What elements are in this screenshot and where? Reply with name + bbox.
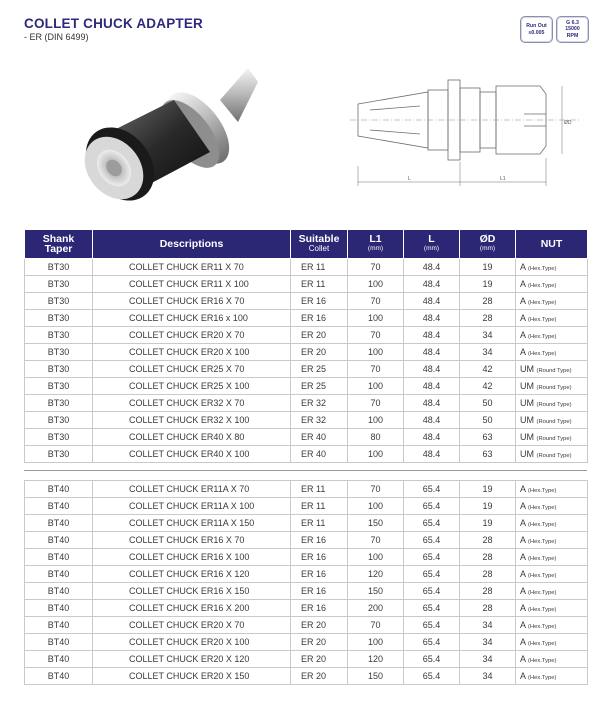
nut-type: (Hex.Type) <box>528 624 557 630</box>
shank-cell: BT30 <box>25 395 93 412</box>
diameter-cell: 42 <box>460 378 516 395</box>
balance-grade: G 6.3 <box>566 20 579 27</box>
l1-cell: 100 <box>348 310 404 327</box>
header-suitable-collet: Suitable Collet <box>291 230 348 259</box>
nut-cell <box>516 361 588 378</box>
runout-badge <box>520 16 553 43</box>
description-cell: COLLET CHUCK ER25 X 70 <box>93 361 291 378</box>
nut-type: (Hex.Type) <box>528 675 557 681</box>
l-cell: 65.4 <box>404 651 460 668</box>
nut-type: (Round Type) <box>536 436 572 442</box>
table-row <box>25 344 588 361</box>
table-row <box>25 532 588 549</box>
nut-cell <box>516 327 588 344</box>
diameter-cell: 28 <box>460 583 516 600</box>
diameter-cell: 34 <box>460 344 516 361</box>
description-cell: COLLET CHUCK ER20 X 70 <box>93 327 291 344</box>
shank-cell: BT30 <box>25 344 93 361</box>
table-row <box>25 498 588 515</box>
l-cell: 65.4 <box>404 532 460 549</box>
nut-cell <box>516 429 588 446</box>
l1-cell: 100 <box>348 634 404 651</box>
collet-cell: ER 25 <box>291 378 348 395</box>
l1-cell: 70 <box>348 532 404 549</box>
l-cell: 65.4 <box>404 600 460 617</box>
nut-type: (Hex.Type) <box>528 488 557 494</box>
nut-code: A <box>520 347 526 357</box>
nut-cell <box>516 293 588 310</box>
table-row <box>25 327 588 344</box>
collet-cell: ER 40 <box>291 446 348 463</box>
collet-cell: ER 11 <box>291 276 348 293</box>
table-row <box>25 583 588 600</box>
description-cell: COLLET CHUCK ER40 X 80 <box>93 429 291 446</box>
balance-rpm-value: 15000 <box>565 26 580 33</box>
description-cell: COLLET CHUCK ER16 X 100 <box>93 549 291 566</box>
description-cell: COLLET CHUCK ER40 X 100 <box>93 446 291 463</box>
nut-cell <box>516 515 588 532</box>
collet-cell: ER 16 <box>291 566 348 583</box>
shank-cell: BT40 <box>25 617 93 634</box>
collet-cell: ER 20 <box>291 651 348 668</box>
nut-cell <box>516 310 588 327</box>
l1-cell: 70 <box>348 259 404 276</box>
collet-cell: ER 20 <box>291 668 348 685</box>
shank-cell: BT30 <box>25 310 93 327</box>
l-cell: 48.4 <box>404 310 460 327</box>
nut-type: (Hex.Type) <box>528 573 557 579</box>
l1-cell: 100 <box>348 446 404 463</box>
l1-cell: 80 <box>348 429 404 446</box>
description-cell: COLLET CHUCK ER11A X 100 <box>93 498 291 515</box>
shank-cell: BT30 <box>25 378 93 395</box>
l-cell: 65.4 <box>404 668 460 685</box>
shank-cell: BT40 <box>25 498 93 515</box>
table-row <box>25 566 588 583</box>
diameter-cell: 19 <box>460 276 516 293</box>
diameter-cell: 19 <box>460 498 516 515</box>
nut-type: (Hex.Type) <box>528 607 557 613</box>
diameter-cell: 34 <box>460 634 516 651</box>
l1-cell: 70 <box>348 481 404 498</box>
diameter-cell: 63 <box>460 446 516 463</box>
description-cell: COLLET CHUCK ER11A X 150 <box>93 515 291 532</box>
nut-cell <box>516 549 588 566</box>
balance-badge <box>556 16 589 43</box>
nut-code: UM <box>520 449 534 459</box>
description-cell: COLLET CHUCK ER11 X 70 <box>93 259 291 276</box>
l-cell: 65.4 <box>404 566 460 583</box>
page-title: COLLET CHUCK ADAPTER <box>24 16 203 31</box>
l-cell: 48.4 <box>404 293 460 310</box>
shank-cell: BT40 <box>25 549 93 566</box>
nut-cell <box>516 446 588 463</box>
l1-cell: 70 <box>348 293 404 310</box>
nut-type: (Hex.Type) <box>528 283 557 289</box>
nut-cell <box>516 378 588 395</box>
table-row <box>25 668 588 685</box>
section-divider <box>24 470 587 471</box>
nut-cell <box>516 532 588 549</box>
table-row <box>25 651 588 668</box>
diameter-cell: 19 <box>460 515 516 532</box>
description-cell: COLLET CHUCK ER20 X 70 <box>93 617 291 634</box>
l1-cell: 100 <box>348 378 404 395</box>
shank-cell: BT40 <box>25 668 93 685</box>
l-cell: 65.4 <box>404 481 460 498</box>
l1-cell: 100 <box>348 276 404 293</box>
balance-rpm-unit: RPM <box>566 32 579 39</box>
l-cell: 65.4 <box>404 617 460 634</box>
nut-cell <box>516 412 588 429</box>
description-cell: COLLET CHUCK ER16 X 70 <box>93 532 291 549</box>
diameter-cell: 63 <box>460 429 516 446</box>
nut-cell <box>516 668 588 685</box>
nut-type: (Round Type) <box>536 453 572 459</box>
l-cell: 65.4 <box>404 549 460 566</box>
diameter-cell: 42 <box>460 361 516 378</box>
nut-cell <box>516 583 588 600</box>
nut-type: (Round Type) <box>536 385 572 391</box>
l1-cell: 150 <box>348 583 404 600</box>
shank-cell: BT40 <box>25 651 93 668</box>
table-row <box>25 276 588 293</box>
nut-code: A <box>520 296 526 306</box>
diameter-cell: 50 <box>460 412 516 429</box>
diameter-cell: 34 <box>460 617 516 634</box>
table-row <box>25 446 588 463</box>
diameter-cell: 34 <box>460 651 516 668</box>
diameter-cell: 19 <box>460 259 516 276</box>
collet-cell: ER 16 <box>291 583 348 600</box>
nut-type: (Hex.Type) <box>528 266 557 272</box>
l1-cell: 150 <box>348 515 404 532</box>
l-cell: 48.4 <box>404 276 460 293</box>
nut-cell <box>516 600 588 617</box>
bt30-spec-table <box>24 229 588 463</box>
header-l: L (mm) <box>404 230 460 259</box>
nut-code: A <box>520 313 526 323</box>
nut-type: (Round Type) <box>536 368 572 374</box>
description-cell: COLLET CHUCK ER32 X 70 <box>93 395 291 412</box>
nut-code: A <box>520 484 526 494</box>
l-cell: 65.4 <box>404 583 460 600</box>
nut-code: A <box>520 535 526 545</box>
diameter-cell: 34 <box>460 668 516 685</box>
table-row <box>25 259 588 276</box>
nut-type: (Hex.Type) <box>528 658 557 664</box>
nut-cell <box>516 276 588 293</box>
table-header-row <box>25 230 588 259</box>
nut-type: (Hex.Type) <box>528 351 557 357</box>
dim-l-label: L <box>408 176 411 182</box>
l-cell: 48.4 <box>404 327 460 344</box>
nut-code: A <box>520 586 526 596</box>
description-cell: COLLET CHUCK ER20 X 100 <box>93 634 291 651</box>
diameter-cell: 28 <box>460 549 516 566</box>
nut-code: A <box>520 569 526 579</box>
table-row <box>25 515 588 532</box>
nut-code: A <box>520 637 526 647</box>
nut-code: A <box>520 603 526 613</box>
header-descriptions: Descriptions <box>93 230 291 259</box>
technical-drawing <box>350 70 580 195</box>
collet-cell: ER 11 <box>291 498 348 515</box>
description-cell: COLLET CHUCK ER20 X 120 <box>93 651 291 668</box>
diameter-cell: 50 <box>460 395 516 412</box>
nut-code: A <box>520 552 526 562</box>
collet-cell: ER 25 <box>291 361 348 378</box>
nut-code: UM <box>520 398 534 408</box>
nut-type: (Hex.Type) <box>528 300 557 306</box>
l1-cell: 150 <box>348 668 404 685</box>
nut-code: A <box>520 330 526 340</box>
nut-type: (Hex.Type) <box>528 590 557 596</box>
nut-code: A <box>520 620 526 630</box>
nut-cell <box>516 566 588 583</box>
l1-cell: 70 <box>348 361 404 378</box>
diameter-cell: 19 <box>460 481 516 498</box>
nut-cell <box>516 498 588 515</box>
collet-cell: ER 32 <box>291 395 348 412</box>
description-cell: COLLET CHUCK ER16 x 100 <box>93 310 291 327</box>
collet-cell: ER 16 <box>291 293 348 310</box>
header-l1: L1 (mm) <box>348 230 404 259</box>
collet-cell: ER 20 <box>291 617 348 634</box>
table-row <box>25 293 588 310</box>
shank-cell: BT30 <box>25 446 93 463</box>
shank-cell: BT30 <box>25 293 93 310</box>
collet-cell: ER 11 <box>291 515 348 532</box>
nut-type: (Hex.Type) <box>528 505 557 511</box>
nut-type: (Hex.Type) <box>528 539 557 545</box>
shank-cell: BT30 <box>25 429 93 446</box>
shank-cell: BT40 <box>25 532 93 549</box>
table-row <box>25 395 588 412</box>
table-row <box>25 549 588 566</box>
diameter-cell: 34 <box>460 327 516 344</box>
l-cell: 65.4 <box>404 498 460 515</box>
nut-code: A <box>520 671 526 681</box>
nut-code: A <box>520 262 526 272</box>
l-cell: 48.4 <box>404 446 460 463</box>
l-cell: 65.4 <box>404 634 460 651</box>
l-cell: 48.4 <box>404 429 460 446</box>
collet-chuck-product-image <box>70 60 270 220</box>
description-cell: COLLET CHUCK ER20 X 100 <box>93 344 291 361</box>
shank-cell: BT30 <box>25 412 93 429</box>
description-cell: COLLET CHUCK ER25 X 100 <box>93 378 291 395</box>
nut-code: A <box>520 518 526 528</box>
nut-cell <box>516 617 588 634</box>
description-cell: COLLET CHUCK ER32 X 100 <box>93 412 291 429</box>
shank-cell: BT40 <box>25 600 93 617</box>
collet-cell: ER 16 <box>291 549 348 566</box>
nut-type: (Hex.Type) <box>528 641 557 647</box>
description-cell: COLLET CHUCK ER16 X 120 <box>93 566 291 583</box>
shank-cell: BT30 <box>25 361 93 378</box>
collet-cell: ER 16 <box>291 310 348 327</box>
l1-cell: 120 <box>348 651 404 668</box>
l-cell: 48.4 <box>404 259 460 276</box>
diameter-cell: 28 <box>460 600 516 617</box>
description-cell: COLLET CHUCK ER20 X 150 <box>93 668 291 685</box>
nut-cell <box>516 395 588 412</box>
l-cell: 48.4 <box>404 344 460 361</box>
shank-cell: BT30 <box>25 259 93 276</box>
nut-type: (Hex.Type) <box>528 556 557 562</box>
l1-cell: 70 <box>348 327 404 344</box>
shank-cell: BT40 <box>25 481 93 498</box>
nut-type: (Round Type) <box>536 402 572 408</box>
collet-cell: ER 40 <box>291 429 348 446</box>
table-row <box>25 310 588 327</box>
table-row <box>25 634 588 651</box>
collet-cell: ER 16 <box>291 532 348 549</box>
table-row <box>25 361 588 378</box>
table-row <box>25 617 588 634</box>
l1-cell: 100 <box>348 549 404 566</box>
l-cell: 48.4 <box>404 412 460 429</box>
nut-cell <box>516 651 588 668</box>
nut-code: A <box>520 279 526 289</box>
nut-code: UM <box>520 415 534 425</box>
shank-cell: BT30 <box>25 327 93 344</box>
header-shank-taper: Shank Taper <box>25 230 93 259</box>
description-cell: COLLET CHUCK ER16 X 200 <box>93 600 291 617</box>
diameter-cell: 28 <box>460 566 516 583</box>
nut-code: A <box>520 654 526 664</box>
l1-cell: 70 <box>348 617 404 634</box>
nut-cell <box>516 634 588 651</box>
nut-cell <box>516 344 588 361</box>
dim-l1-label: L1 <box>500 176 506 182</box>
collet-cell: ER 20 <box>291 327 348 344</box>
diameter-cell: 28 <box>460 293 516 310</box>
table-row <box>25 412 588 429</box>
bt40-spec-table <box>24 480 588 685</box>
shank-cell: BT40 <box>25 515 93 532</box>
nut-code: A <box>520 501 526 511</box>
diameter-cell: 28 <box>460 310 516 327</box>
nut-code: UM <box>520 364 534 374</box>
header-nut: NUT <box>516 230 588 259</box>
description-cell: COLLET CHUCK ER11 X 100 <box>93 276 291 293</box>
table-row <box>25 481 588 498</box>
table-row <box>25 600 588 617</box>
nut-cell <box>516 259 588 276</box>
l-cell: 48.4 <box>404 361 460 378</box>
description-cell: COLLET CHUCK ER16 X 150 <box>93 583 291 600</box>
l-cell: 65.4 <box>404 515 460 532</box>
shank-cell: BT40 <box>25 566 93 583</box>
table-row <box>25 378 588 395</box>
l1-cell: 200 <box>348 600 404 617</box>
table-row <box>25 429 588 446</box>
shank-cell: BT30 <box>25 276 93 293</box>
header-diameter: ØD (mm) <box>460 230 516 259</box>
collet-cell: ER 16 <box>291 600 348 617</box>
shank-cell: BT40 <box>25 583 93 600</box>
collet-cell: ER 11 <box>291 259 348 276</box>
l1-cell: 100 <box>348 344 404 361</box>
l-cell: 48.4 <box>404 395 460 412</box>
collet-cell: ER 11 <box>291 481 348 498</box>
l1-cell: 70 <box>348 395 404 412</box>
collet-cell: ER 20 <box>291 634 348 651</box>
l1-cell: 120 <box>348 566 404 583</box>
description-cell: COLLET CHUCK ER16 X 70 <box>93 293 291 310</box>
l-cell: 48.4 <box>404 378 460 395</box>
shank-cell: BT40 <box>25 634 93 651</box>
collet-cell: ER 20 <box>291 344 348 361</box>
description-cell: COLLET CHUCK ER11A X 70 <box>93 481 291 498</box>
nut-code: UM <box>520 432 534 442</box>
l1-cell: 100 <box>348 412 404 429</box>
nut-type: (Hex.Type) <box>528 334 557 340</box>
nut-code: UM <box>520 381 534 391</box>
nut-cell <box>516 481 588 498</box>
page-subtitle: - ER (DIN 6499) <box>24 32 89 42</box>
l1-cell: 100 <box>348 498 404 515</box>
diameter-cell: 28 <box>460 532 516 549</box>
runout-value: ≤0.005 <box>528 29 545 36</box>
nut-type: (Round Type) <box>536 419 572 425</box>
nut-type: (Hex.Type) <box>528 317 557 323</box>
collet-cell: ER 32 <box>291 412 348 429</box>
nut-type: (Hex.Type) <box>528 522 557 528</box>
dim-d-label: ØD <box>564 120 572 126</box>
runout-label: Run Out <box>526 23 547 30</box>
